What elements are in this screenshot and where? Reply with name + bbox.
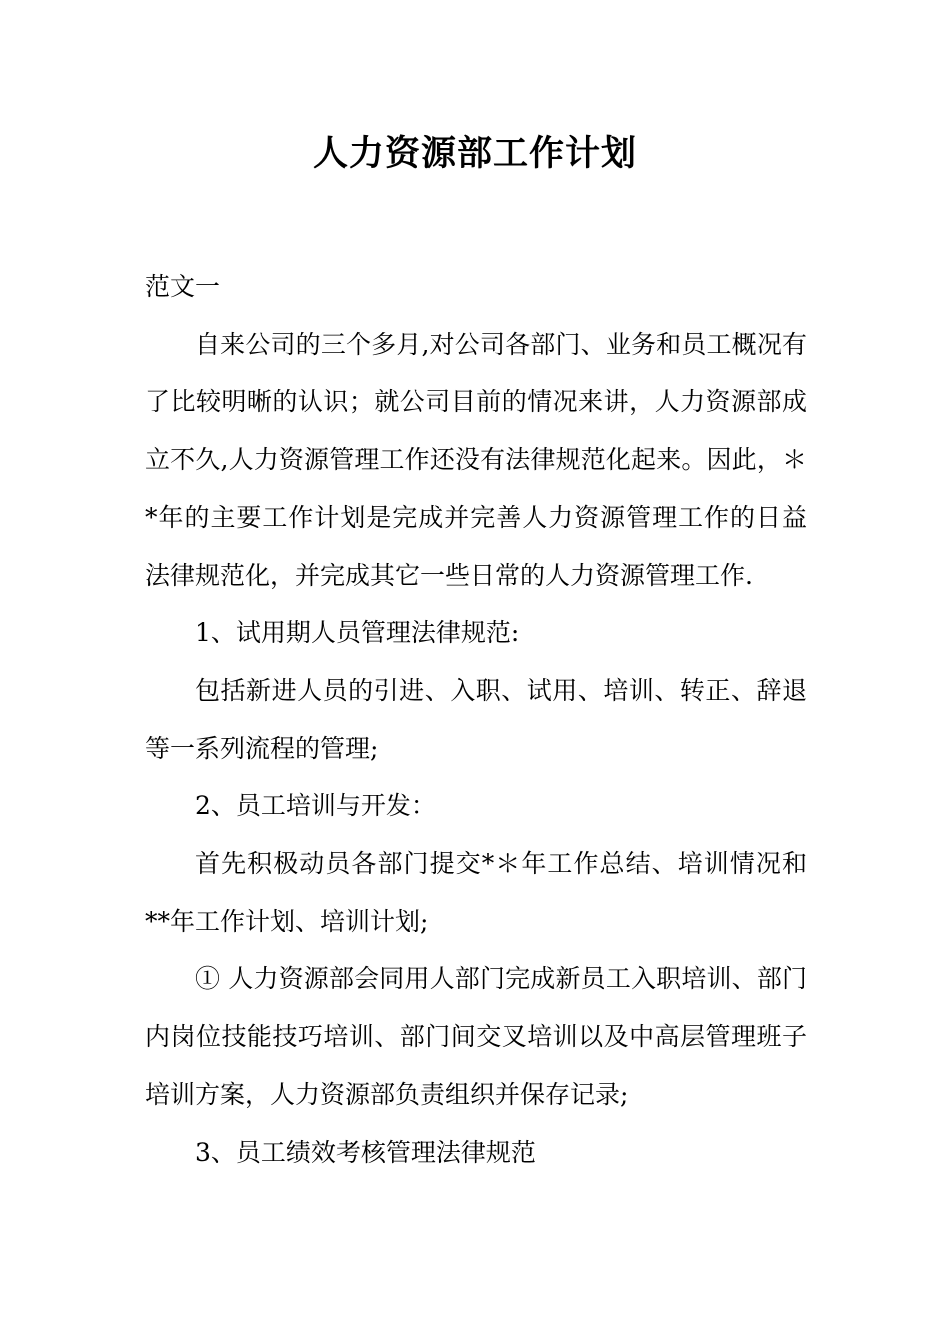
document-title: 人力资源部工作计划 bbox=[312, 133, 637, 174]
section-label: 范文一 bbox=[145, 272, 221, 301]
heading-performance-appraisal: 3、员工绩效考核管理法律规范 bbox=[195, 1137, 536, 1167]
paragraph-intro: 自来公司的三个多月,对公司各部门、业务和员工概况有了比较明晰的认识；就公司目前的情况来讲，人力资源部成立不久,人力资源管理工作还没有法律规范化起来。因此，＊*年的主要工作计划是完成并完善人力资源管理工作的日益法律规范化，并完成其它一些日常的人力资源管理工作. bbox=[145, 329, 807, 590]
paragraph-training-plan-item: ① 人力资源部会同用人部门完成新员工入职培训、部门内岗位技能技巧培训、部门间交叉培训以及中高层管理班子培训方案，人力资源部负责组织并保存记录; bbox=[145, 964, 807, 1109]
paragraph-training-summary: 首先积极动员各部门提交*＊年工作总结、培训情况和**年工作计划、培训计划; bbox=[145, 849, 807, 936]
heading-training-development: 2、员工培训与开发： bbox=[195, 791, 436, 821]
document-body bbox=[145, 258, 807, 1181]
heading-probation-management: 1、试用期人员管理法律规范: bbox=[195, 618, 520, 648]
paragraph-probation-details: 包括新进人员的引进、入职、试用、培训、转正、辞退等一系列流程的管理; bbox=[145, 675, 807, 763]
